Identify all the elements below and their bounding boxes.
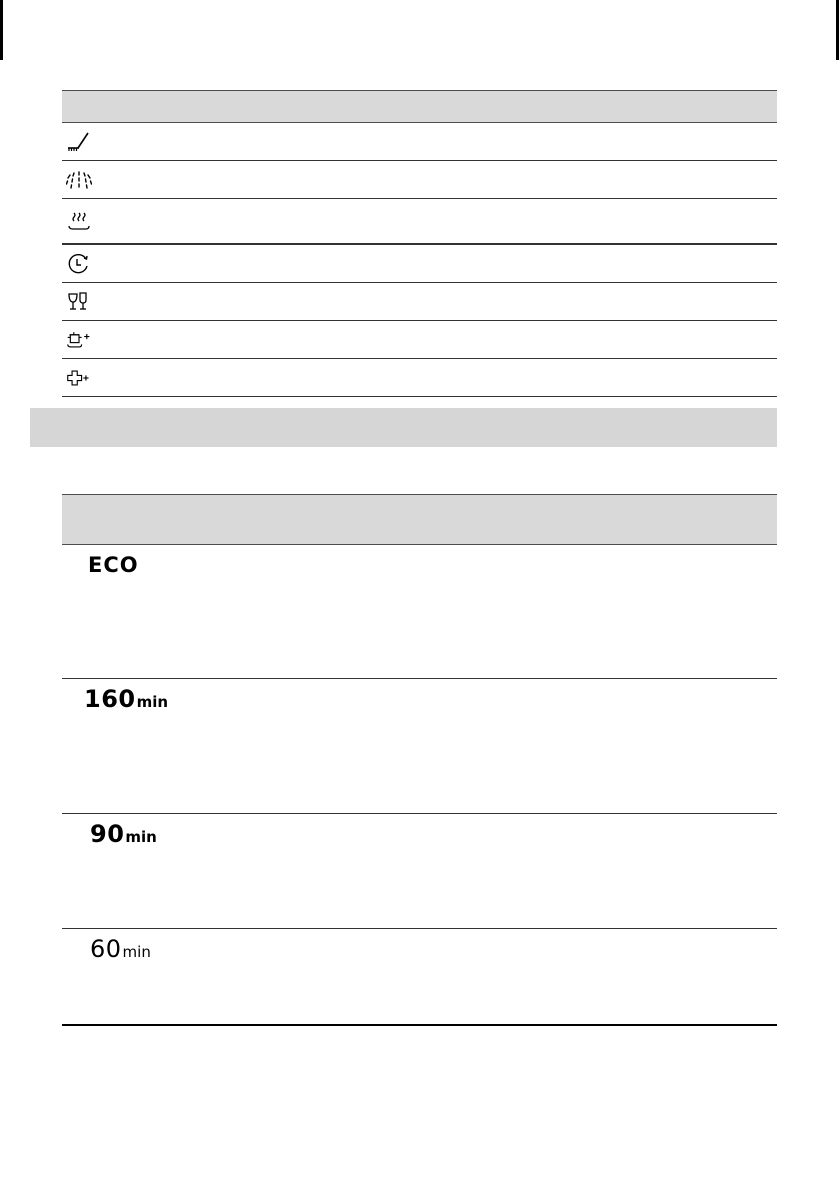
steam-heat-icon: [66, 210, 92, 232]
symbols-table: [62, 90, 777, 397]
programme-label: [90, 935, 151, 963]
crop-mark-left: [0, 0, 3, 60]
programme-row-60min: [62, 929, 777, 1026]
programme-label: [88, 553, 139, 577]
programme-row-90min: [62, 814, 777, 929]
programme-row-160min: [62, 679, 777, 814]
hygiene-plus-icon: [66, 367, 92, 389]
programme-label-number: 160: [84, 685, 136, 713]
programmes-table-header: [62, 494, 777, 545]
symbol-row: [62, 321, 777, 359]
symbol-row: [62, 123, 777, 161]
programmes-table: [62, 494, 777, 1026]
symbols-table-header: [62, 90, 777, 123]
water-spray-icon: [66, 169, 92, 191]
programme-row-eco: [62, 545, 777, 679]
symbol-row: [62, 283, 777, 321]
brush-icon: [66, 131, 92, 153]
pot-plus-icon: [66, 329, 92, 351]
symbol-row: [62, 359, 777, 397]
programme-label-number: 60: [90, 935, 122, 963]
programme-label-text: ECO: [88, 553, 139, 577]
programme-label: [90, 820, 157, 848]
section-heading-bar: [30, 408, 777, 447]
programme-label-unit: min: [136, 693, 169, 711]
clock-icon: [66, 253, 92, 275]
programme-label-number: 90: [90, 820, 125, 848]
programme-label: [84, 685, 168, 713]
symbol-row: [62, 199, 777, 245]
symbol-row: [62, 161, 777, 199]
programme-label-unit: min: [122, 943, 151, 961]
glasses-icon: [66, 291, 92, 313]
programme-label-unit: min: [125, 828, 157, 846]
symbol-row: [62, 245, 777, 283]
